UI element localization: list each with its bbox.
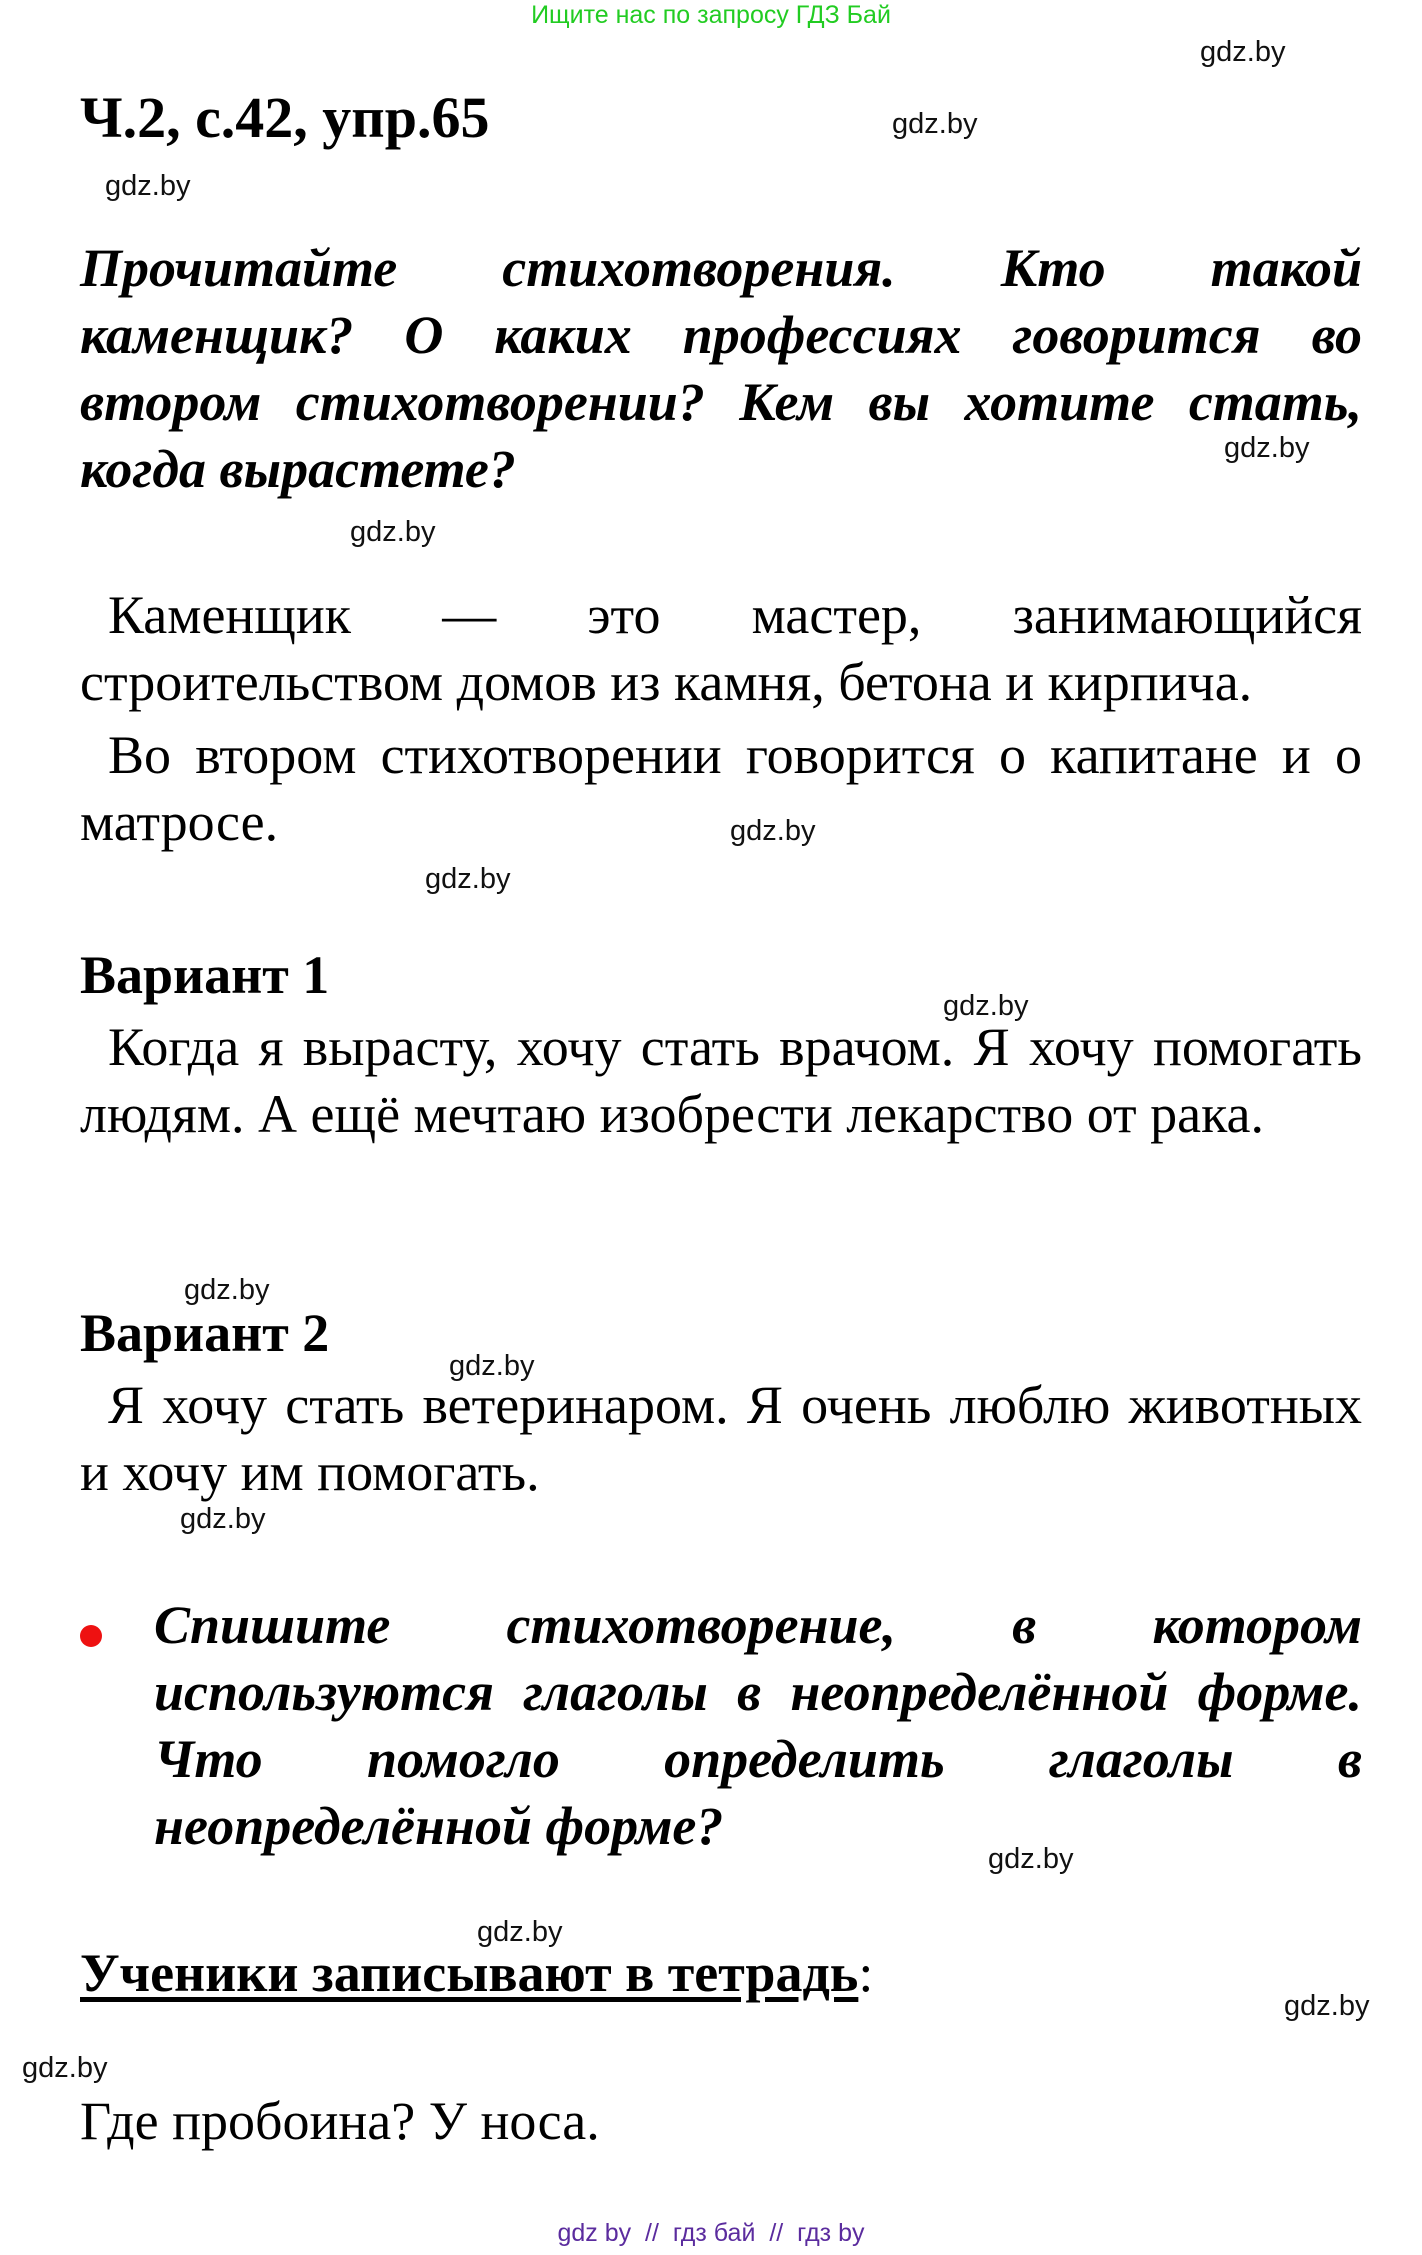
variant-1-text: Когда я вырасту, хочу стать врачом. Я хочу помогать людям. А ещё мечтаю изобрести лекарство от рака.	[80, 1017, 1362, 1144]
task-text: Прочитайте стихотворения. Кто такой каменщик? О каких профессиях говорится во втором стихотворении? Кем вы хотите стать, когда вырастете?	[80, 238, 1362, 499]
watermark: gdz.by	[1284, 1990, 1370, 2022]
variant-2-text: Я хочу стать ветеринаром. Я очень люблю животных и хочу им помогать.	[80, 1375, 1362, 1502]
answer-paragraph: Во втором стихотворении говорится о капитане и о матросе.	[80, 725, 1362, 852]
watermark: gdz.by	[449, 1350, 535, 1382]
notebook-line: Где пробоина? У носа.	[80, 2091, 600, 2151]
watermark: gdz.by	[425, 863, 511, 895]
top-banner: Ищите нас по запросу ГДЗ Бай	[531, 1, 891, 29]
watermark: gdz.by	[730, 815, 816, 847]
variant-2-heading: Вариант 2	[80, 1303, 330, 1363]
notebook-colon: :	[858, 1943, 874, 2003]
watermark: gdz.by	[105, 170, 191, 202]
watermark: gdz.by	[477, 1916, 563, 1948]
watermark: gdz.by	[22, 2052, 108, 2084]
footer-links: gdz by // гдз бай // гдз by	[557, 2219, 865, 2247]
watermark: gdz.by	[350, 516, 436, 548]
watermark: gdz.by	[988, 1843, 1074, 1875]
notebook-heading	[80, 1940, 873, 2006]
red-bullet-icon	[80, 1625, 102, 1647]
watermark: gdz.by	[180, 1503, 266, 1535]
variant-1-heading: Вариант 1	[80, 945, 330, 1005]
answer-paragraph: Каменщик — это мастер, занимающийся строительством домов из камня, бетона и кирпича.	[80, 585, 1362, 712]
watermark: gdz.by	[943, 990, 1029, 1022]
task2-text: Спишите стихотворение, в котором используются глаголы в неопределённой форме. Что помогло определить глаголы в неопределённой форме?	[154, 1595, 1362, 1856]
watermark: gdz.by	[892, 108, 978, 140]
page-title: Ч.2, с.42, упр.65	[80, 85, 490, 150]
watermark: gdz.by	[1200, 36, 1286, 68]
watermark: gdz.by	[1224, 432, 1310, 464]
notebook-heading-text: Ученики записывают в тетрадь	[80, 1943, 859, 2003]
watermark: gdz.by	[184, 1274, 270, 1306]
